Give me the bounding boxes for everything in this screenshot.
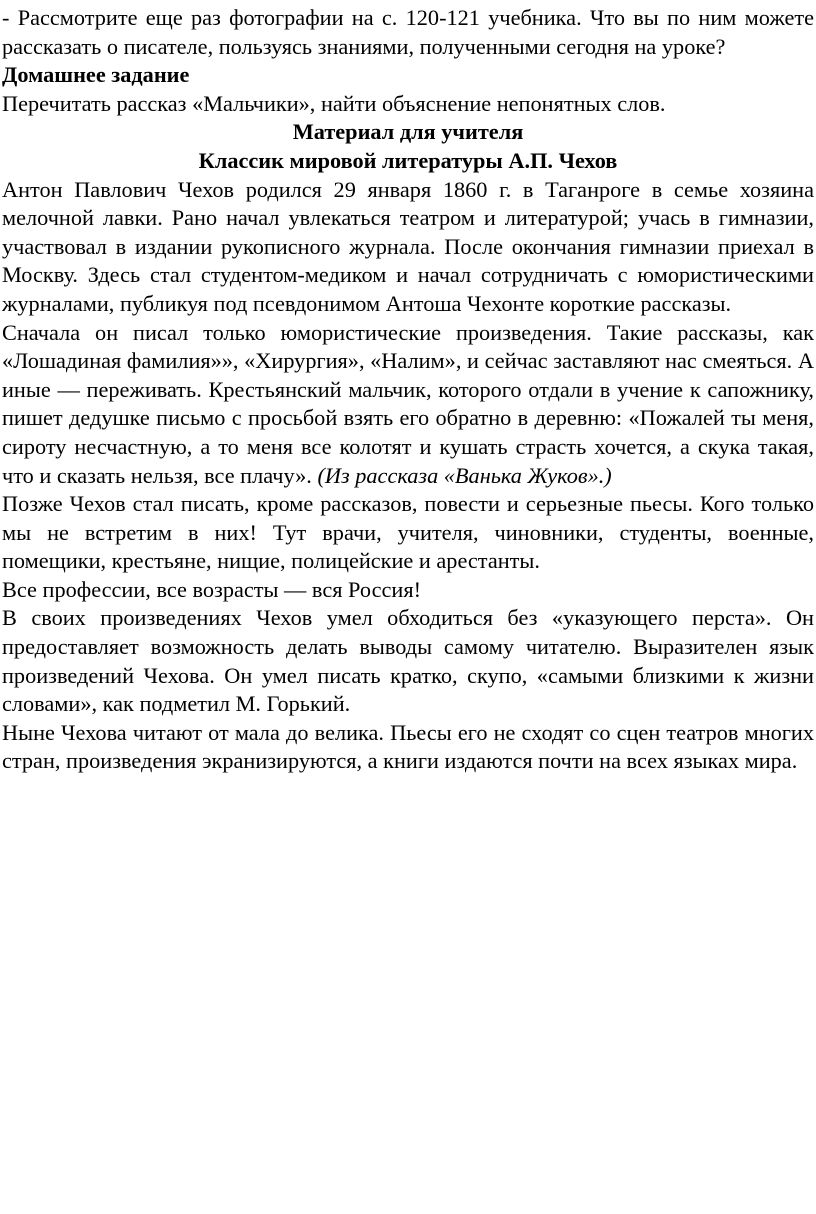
quote-source: (Из рассказа «Ванька Жуков».) — [317, 462, 612, 488]
paragraph-biography: Антон Павлович Чехов родился 29 января 1860 г. в Таганроге в семье хозяина мелочной лавки. Рано начал увлекаться театром и литературой; учась в гимназии, участвовал в издании рукописного журнала. После окончания гимназии приехал в Москву. Здесь стал студентом-медиком и начал сотрудничать с юмористическими журналами, публикуя под псевдонимом Антоша Чехонте короткие рассказы. — [2, 176, 814, 316]
paragraph-legacy: Ныне Чехова читают от мала до велика. Пьесы его не сходят со сцен театров многих стран, произведения экранизируются, а книги издаются почти на всех языках мира. — [2, 719, 814, 774]
paragraph-plays: Позже Чехов стал писать, кроме рассказов, повести и серьезные пьесы. Кого только мы не встретим в них! Тут врачи, учителя, чиновники, студенты, военные, помещики, крестьяне, нищие, полицейские и арестанты. — [2, 491, 814, 574]
paragraph-style: В своих произведениях Чехов умел обходиться без «указующего перста». Он предоставляет возможность делать выводы самому читателю. Выразителен язык произведений Чехова. Он умел писать кратко, скупо, «самыми близкими к жизни словами», как подметил М. Горький. — [2, 605, 814, 717]
paragraph-humor — [2, 319, 814, 491]
paragraph-humor-text: Сначала он писал только юмористические произведения. Такие рассказы, как «Лошадиная фамилия»», «Хирургия», «Налим», и сейчас заставляют нас смеяться. А иные — переживать. Крестьянский мальчик, которого отдали в учение к сапожнику, пишет дедушке письмо с просьбой взять его обратно в деревню: «Пожалей ты меня, сироту несчастную, а то меня все колотят и кушать страсть хочется, а скука такая, что и сказать нельзя, все плачу». — [2, 319, 814, 488]
paragraph-russia: Все профессии, все возрасты — вся Россия! — [2, 576, 422, 602]
article-title: Классик мировой литературы А.П. Чехов — [198, 147, 618, 173]
intro-paragraph: - Рассмотрите еще раз фотографии на с. 120-121 учебника. Что вы по ним можете рассказать о писателе, пользуясь знаниями, полученными сегодня на уроке? — [2, 5, 814, 59]
homework-heading: Домашнее задание — [2, 62, 190, 88]
homework-text: Перечитать рассказ «Мальчики», найти объяснение непонятных слов. — [2, 90, 666, 116]
teacher-material-heading: Материал для учителя — [292, 119, 524, 145]
